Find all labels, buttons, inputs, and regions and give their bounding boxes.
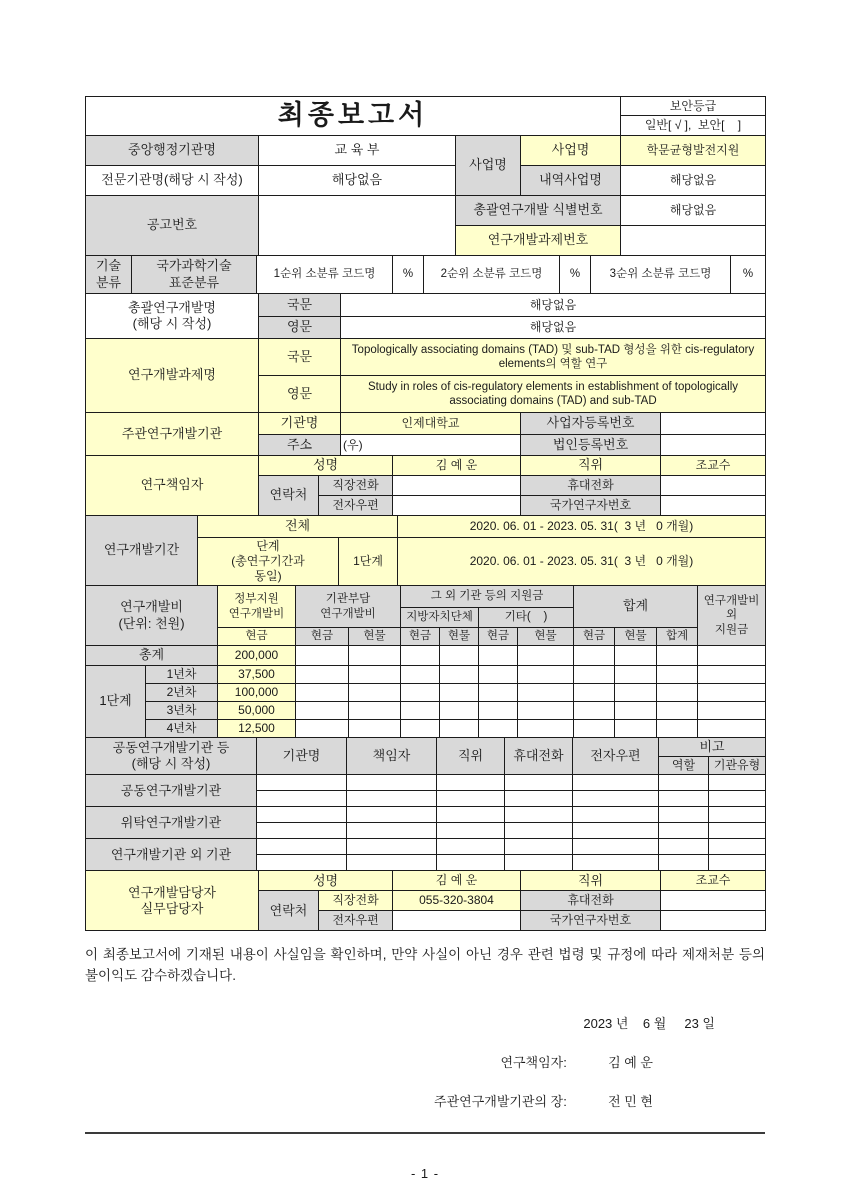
business-name-value: 학문균형발전지원 [621,136,766,166]
central-admin-label: 중앙행정기관명 [86,136,259,166]
lead-org-name-label: 기관명 [259,413,341,435]
corp-reg-number-value [661,435,766,456]
overall-name-kor-label: 국문 [259,294,341,317]
budget-year1-gov-cash: 37,500 [218,666,296,684]
budget-label: 연구개발비 (단위: 천원) [86,586,218,646]
task-name-eng-value: Study in roles of cis-regulatory elements in establishment of topologically associating domains (TAD) and sub-TAD [341,376,766,413]
budget-year1-label: 1년차 [146,666,218,684]
pi-signature-line [85,1052,765,1071]
budget-sum-cash-header: 현금 [574,628,615,646]
page-title: 최종보고서 [86,97,621,136]
period-stage1-value: 2020. 06. 01 - 2023. 05. 31( 3 년 0 개월) [398,538,766,586]
budget-year3-gov-cash: 50,000 [218,702,296,720]
task-number-value [621,226,766,256]
tech-rank1-label: 1순위 소분류 코드명 [257,256,393,294]
budget-other-header: 그 외 기관 등의 지원금 [401,586,574,608]
pi-contact-label: 연락처 [259,476,319,516]
pi-mobile-label: 휴대전화 [521,476,661,496]
lead-org-name-value: 인제대학교 [341,413,521,435]
security-grade-value: 일반[ √ ], 보안[ ] [621,116,766,136]
budget-local-cash-header: 현금 [401,628,440,646]
declaration-date: 2023 년 6 월 23 일 [583,1016,715,1032]
manager-email-value [393,911,521,931]
period-total-label: 전체 [198,516,398,538]
budget-local-inkind-header: 현물 [440,628,479,646]
tech-class-table [85,255,766,294]
budget-sum-header: 합계 [574,586,698,628]
budget-total-row-label: 총계 [86,646,218,666]
budget-table [85,585,766,738]
period-table [85,515,766,586]
partners-col-lead: 책임자 [347,738,437,775]
partners-col-mobile: 휴대전화 [505,738,573,775]
budget-etc-cash-header: 현금 [479,628,518,646]
overall-name-eng-value: 해당없음 [341,317,766,339]
budget-etc-inkind-header: 현물 [518,628,574,646]
business-name-label: 사업명 [521,136,621,166]
tech-rank2-pct: % [560,256,591,294]
partners-col-remark: 비고 [659,738,766,757]
pi-email-label: 전자우편 [319,496,393,516]
partners-col-role: 역할 [659,757,709,775]
manager-label: 연구개발담당자 실무담당자 [86,871,259,931]
manager-position-value: 조교수 [661,871,766,891]
agency-label: 전문기관명(해당 시 작성) [86,166,259,196]
manager-position-label: 직위 [521,871,661,891]
pi-name-value: 김 예 운 [393,456,521,476]
pi-work-phone-label: 직장전화 [319,476,393,496]
page-number: - 1 - [410,1166,440,1182]
overall-name-label: 총괄연구개발명 (해당 시 작성) [86,294,259,339]
head-signature-name: 전 민 현 [608,1094,653,1110]
task-name-kor-label: 국문 [259,339,341,376]
notice-number-label: 공고번호 [86,196,259,256]
tech-standard-label: 국가과학기술 표준분류 [132,256,257,294]
task-name-kor-value: Topologically associating domains (TAD) 및 sub-TAD 형성을 위한 cis-regulatory elements의 역할 연구 [341,339,766,376]
pi-signature-name: 김 예 운 [608,1055,653,1071]
manager-name-value: 김 예 운 [393,871,521,891]
pi-researcher-no-label: 국가연구자번호 [521,496,661,516]
budget-org-header: 기관부담 연구개발비 [296,586,401,628]
corp-reg-number-label: 법인등록번호 [521,435,661,456]
head-signature-line [85,1091,765,1110]
manager-researcher-no-value [661,911,766,931]
task-name-label: 연구개발과제명 [86,339,259,413]
partners-row-consign-label: 위탁연구개발기관 [86,807,257,839]
overall-id-value: 해당없음 [621,196,766,226]
manager-email-label: 전자우편 [319,911,393,931]
bottom-rule [85,1132,765,1134]
address-label: 주소 [259,435,341,456]
task-name-table [85,338,766,413]
budget-year2-gov-cash: 100,000 [218,684,296,702]
title-table [85,96,766,136]
tech-rank3-pct: % [731,256,766,294]
budget-total-gov-cash: 200,000 [218,646,296,666]
partners-col-org: 기관명 [257,738,347,775]
biz-reg-number-label: 사업자등록번호 [521,413,661,435]
budget-year2-label: 2년차 [146,684,218,702]
budget-sum-total-header: 합계 [657,628,698,646]
lead-org-label: 주관연구개발기관 [86,413,259,456]
manager-name-label: 성명 [259,871,393,891]
overall-name-kor-value: 해당없음 [341,294,766,317]
manager-mobile-label: 휴대전화 [521,891,661,911]
head-signature-label: 주관연구개발기관의 장: [434,1094,567,1110]
budget-extra-header: 연구개발비 외 지원금 [698,586,766,646]
manager-contact-label: 연락처 [259,891,319,931]
business-detail-label: 내역사업명 [521,166,621,196]
pi-position-label: 직위 [521,456,661,476]
budget-stage-label: 1단계 [86,666,146,738]
overall-name-eng-label: 영문 [259,317,341,339]
business-detail-value: 해당없음 [621,166,766,196]
partners-label: 공동연구개발기관 등 (해당 시 작성) [86,738,257,775]
period-total-value: 2020. 06. 01 - 2023. 05. 31( 3 년 0 개월) [398,516,766,538]
info-table [85,135,766,256]
budget-sum-inkind-header: 현물 [615,628,657,646]
declaration-text: 이 최종보고서에 기재된 내용이 사실임을 확인하며, 만약 사실이 아닌 경우 관련 법령 및 규정에 따라 제재처분 등의 불이익도 감수하겠습니다. [85,947,765,984]
task-name-eng-label: 영문 [259,376,341,413]
partners-col-email: 전자우편 [573,738,659,775]
tech-rank1-pct: % [393,256,424,294]
tech-rank3-label: 3순위 소분류 코드명 [591,256,731,294]
pi-label: 연구책임자 [86,456,259,516]
notice-number-value [259,196,456,256]
lead-org-table [85,412,766,456]
overall-name-table [85,293,766,339]
address-value: (우) [341,435,521,456]
partners-row-other-label: 연구개발기관 외 기관 [86,839,257,871]
overall-id-label: 총괄연구개발 식별번호 [456,196,621,226]
budget-gov-cash-header: 현금 [218,628,296,646]
pi-researcher-no-value [661,496,766,516]
budget-localgov-header: 지방자치단체 [401,608,479,628]
period-stage-label: 단계 (총연구기간과 동일) [198,538,339,586]
pi-table [85,455,766,516]
budget-org-inkind-header: 현물 [349,628,401,646]
period-label: 연구개발기간 [86,516,198,586]
period-stage1-label: 1단계 [339,538,398,586]
tech-rank2-label: 2순위 소분류 코드명 [424,256,560,294]
business-group-label: 사업명 [456,136,521,196]
agency-value: 해당없음 [259,166,456,196]
manager-work-phone-value: 055-320-3804 [393,891,521,911]
partners-col-orgtype: 기관유형 [709,757,766,775]
central-admin-value: 교 육 부 [259,136,456,166]
pi-work-phone-value [393,476,521,496]
budget-year4-gov-cash: 12,500 [218,720,296,738]
budget-year4-label: 4년차 [146,720,218,738]
pi-signature-label: 연구책임자: [500,1055,567,1071]
partners-row-joint-label: 공동연구개발기관 [86,775,257,807]
manager-mobile-value [661,891,766,911]
pi-email-value [393,496,521,516]
budget-org-cash-header: 현금 [296,628,349,646]
manager-work-phone-label: 직장전화 [319,891,393,911]
pi-name-label: 성명 [259,456,393,476]
security-grade-label: 보안등급 [621,97,766,116]
tech-class-label: 기술 분류 [86,256,132,294]
task-number-label: 연구개발과제번호 [456,226,621,256]
budget-etc-header: 기타( ) [479,608,574,628]
biz-reg-number-value [661,413,766,435]
pi-position-value: 조교수 [661,456,766,476]
manager-researcher-no-label: 국가연구자번호 [521,911,661,931]
report-form [85,96,765,1181]
budget-gov-header: 정부지원 연구개발비 [218,586,296,628]
manager-table [85,870,766,931]
partners-table [85,737,766,871]
partners-col-position: 직위 [437,738,505,775]
budget-year3-label: 3년차 [146,702,218,720]
pi-mobile-value [661,476,766,496]
